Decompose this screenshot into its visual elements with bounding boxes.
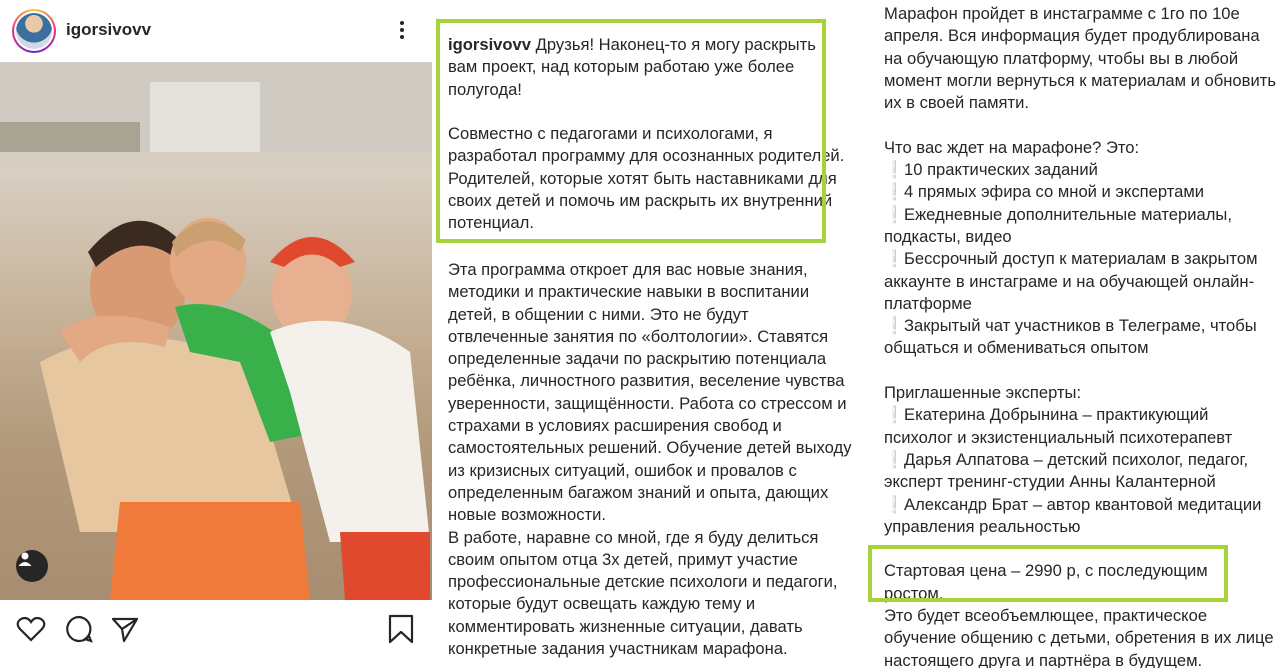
- more-vertical-icon[interactable]: [392, 18, 412, 44]
- bookmark-icon[interactable]: [386, 614, 416, 644]
- experts-heading: Приглашенные эксперты:: [884, 383, 1082, 403]
- exclamation-icon: ❕: [884, 494, 905, 514]
- price-text: Стартовая цена – 2990 р, с последующим ростом.: [884, 561, 1208, 603]
- caption-para3: Эта программа откроет для вас новые знания, методики и практические навыки в воспитании детей, в общении с ними. Это не будут отвлеченные занятия по «болтологии». Ставятся определенные задачи по раскрытию потенциала ребёнка, личностного развития, веселение чувства уверенности, защищённости. Работа со стрессом и страхами в условиях расширения свобод и самостоятельных решений. Обучение детей выходу из кризисных ситуаций, ошибок и провалов с определенным багажом знаний и опыта, дающих новые возможности.: [448, 260, 852, 525]
- marathon-intro: Марафон пройдет в инстаграмме с 1го по 10е апреля. Вся информация будет продублирована на обучающую платформу, чтобы вы в любой момент могли вернуться к материалам и обновить их в своей памяти.: [884, 4, 1276, 113]
- post-header: [0, 0, 432, 62]
- exclamation-icon: ❕: [884, 249, 905, 269]
- comment-icon[interactable]: [64, 614, 94, 644]
- post-username[interactable]: igorsivovv: [66, 20, 152, 39]
- expert-item: ❕Екатерина Добрынина – практикующий психолог и экзистенциальный психотерапевт: [884, 405, 1233, 447]
- highlight-box-intro: [436, 19, 826, 243]
- feature-item: ❕Ежедневные дополнительные материалы, подкасты, видео: [884, 204, 1232, 246]
- avatar[interactable]: [12, 9, 56, 53]
- caption-username[interactable]: igorsivovv: [448, 35, 532, 54]
- caption-para4: В работе, наравне со мной, где я буду делиться своим опытом отца 3х детей, примут участие профессиональные детские психологи и педагоги, которые будут освещать каждую тему и комментировать жизненные ситуации, давать конкретные задания участникам марафона.: [448, 527, 838, 659]
- feature-item: ❕4 прямых эфира со мной и экспертами: [884, 181, 1276, 203]
- closing-text: Это будет всеобъемлющее, практическое обучение общению с детьми, обретения в их лице настоящего друга и партнёра в будущем.: [884, 606, 1274, 668]
- user-tag-icon[interactable]: [16, 550, 48, 582]
- post-photo[interactable]: [0, 62, 432, 600]
- post-actions: [0, 600, 432, 668]
- features-heading: Что вас ждет на марафоне? Это:: [884, 137, 1140, 157]
- caption-para2: Совместно с педагогами и психологами, я разработал программу для осознанных родителей. Родителей, которые хотят быть наставниками для своих детей и помочь им раскрыть их внутренний потенциал.: [448, 124, 845, 233]
- feature-item: ❕10 практических заданий: [884, 159, 1276, 181]
- feature-item: ❕Закрытый чат участников в Телеграме, чтобы общаться и обмениваться опытом: [884, 316, 1257, 358]
- exclamation-icon: ❕: [884, 449, 905, 469]
- caption-body: [448, 259, 852, 660]
- feature-item: ❕Бессрочный доступ к материалам в закрытом аккаунте в инстаграме и на обучающей онлайн-платформе: [884, 249, 1258, 313]
- heart-icon[interactable]: [16, 614, 46, 644]
- exclamation-icon: ❕: [884, 204, 905, 224]
- send-icon[interactable]: [110, 614, 140, 644]
- exclamation-icon: ❕: [884, 405, 905, 425]
- caption-intro: Друзья! Наконец-то я могу раскрыть вам проект, над которым работаю уже более полугода!: [448, 35, 816, 99]
- exclamation-icon: ❕: [884, 182, 905, 202]
- expert-item: ❕Александр Брат – автор квантовой медитации управления реальностью: [884, 494, 1262, 536]
- highlight-box-price: [868, 545, 1228, 602]
- instagram-post: [0, 0, 432, 668]
- exclamation-icon: ❕: [884, 160, 905, 180]
- expert-item: ❕Дарья Алпатова – детский психолог, педагог, эксперт тренинг-студии Анны Калантерной: [884, 449, 1249, 492]
- exclamation-icon: ❕: [884, 316, 905, 336]
